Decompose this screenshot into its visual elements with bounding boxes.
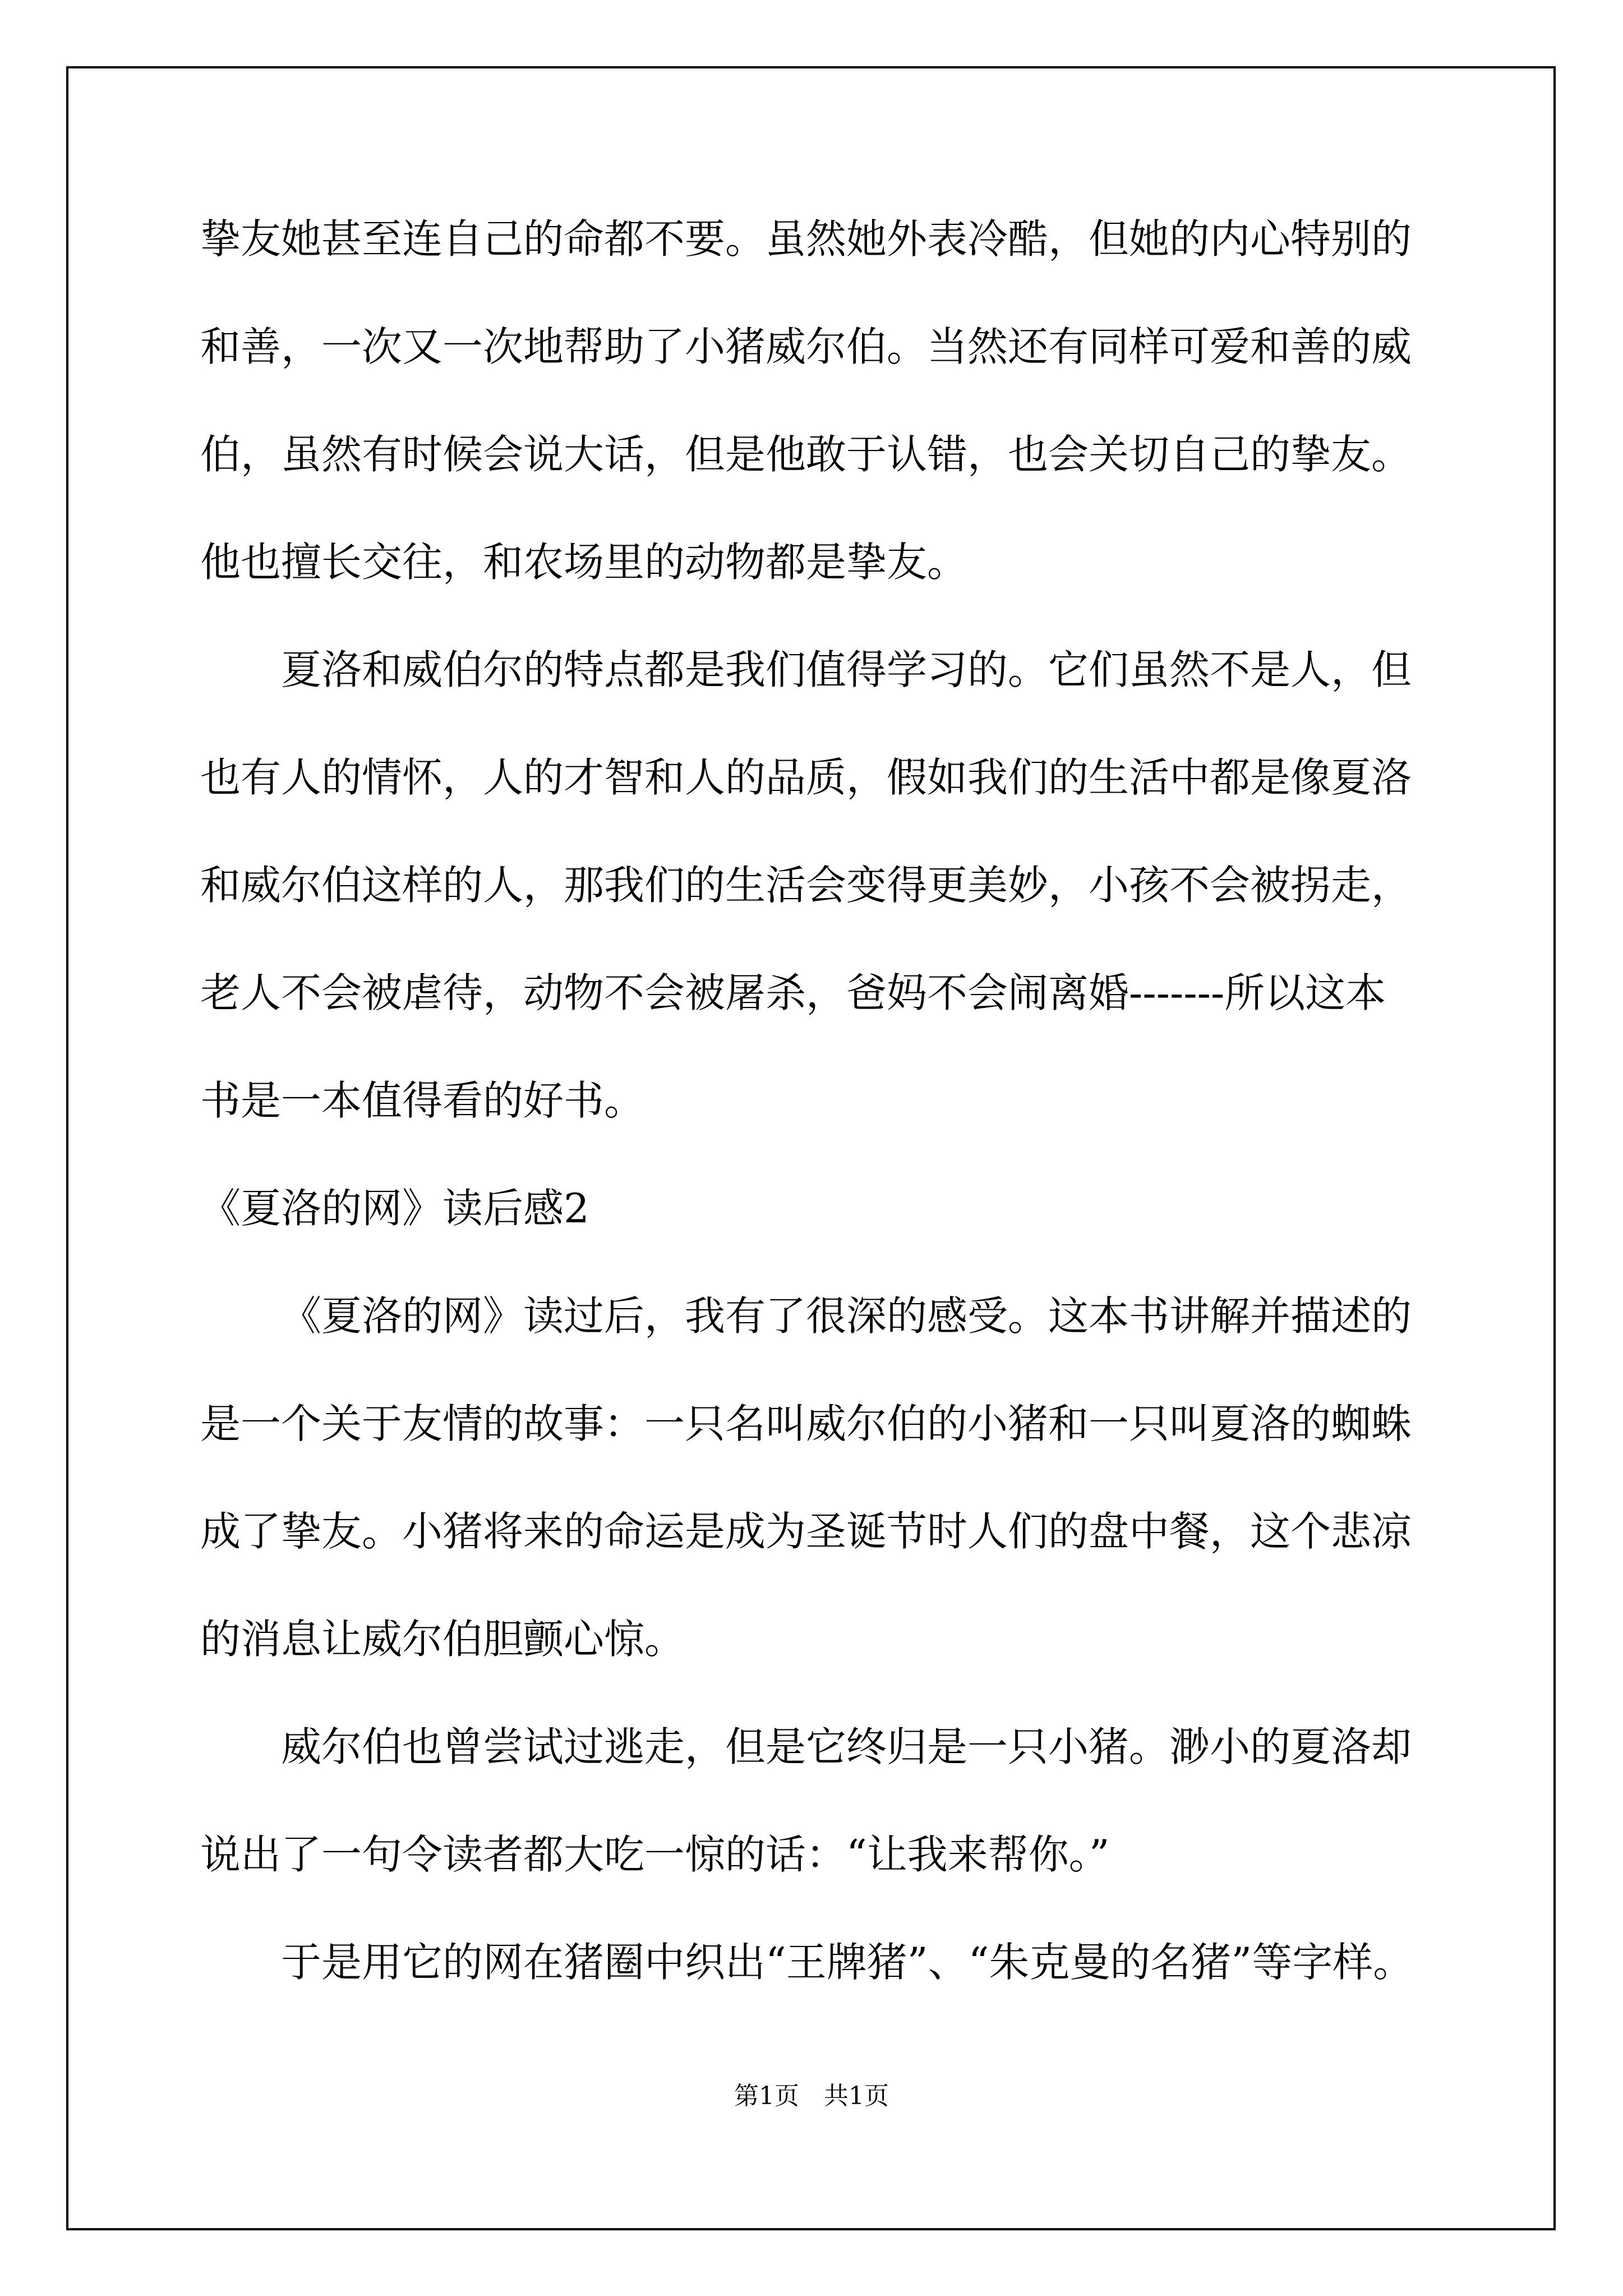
text-line: 于是用它的网在猪圈中织出“王牌猪”、“朱克曼的名猪”等字样。	[281, 1939, 1414, 1986]
text-line: 和威尔伯这样的人，那我们的生活会变得更美妙，小孩不会被拐走，	[200, 862, 1412, 909]
text-line: 的消息让威尔伯胆颤心惊。	[200, 1616, 685, 1663]
page-footer: 第1页 共1页	[734, 2082, 889, 2110]
text-line: 伯，虽然有时候会说大话，但是他敢于认错，也会关切自己的挚友。	[200, 431, 1412, 478]
text-line: 是一个关于友情的故事：一只名叫威尔伯的小猪和一只叫夏洛的蜘蛛	[200, 1400, 1412, 1447]
text-line: 威尔伯也曾尝试过逃走，但是它终归是一只小猪。渺小的夏洛却	[281, 1723, 1412, 1770]
text-line: 《夏洛的网》读过后，我有了很深的感受。这本书讲解并描述的	[281, 1292, 1412, 1340]
text-line: 成了挚友。小猪将来的命运是成为圣诞节时人们的盘中餐，这个悲凉	[200, 1508, 1412, 1555]
text-line: 书是一本值得看的好书。	[200, 1077, 645, 1124]
text-line: 也有人的情怀，人的才智和人的品质，假如我们的生活中都是像夏洛	[200, 754, 1412, 801]
text-line: 说出了一句令读者都大吃一惊的话：“让我来帮你。”	[200, 1831, 1110, 1878]
text-line: 挚友她甚至连自己的命都不要。虽然她外表冷酷，但她的内心特别的	[200, 215, 1412, 263]
document-body	[200, 185, 1428, 2016]
text-line: 他也擅长交往，和农场里的动物都是挚友。	[200, 539, 968, 586]
text-line: 夏洛和威伯尔的特点都是我们值得学习的。它们虽然不是人，但	[281, 646, 1412, 693]
section-heading: 《夏洛的网》读后感2	[200, 1185, 589, 1232]
text-line: 老人不会被虐待，动物不会被屠杀，爸妈不会闹离婚-------所以这本	[200, 969, 1386, 1016]
text-line: 和善，一次又一次地帮助了小猪威尔伯。当然还有同样可爱和善的威	[200, 323, 1412, 370]
